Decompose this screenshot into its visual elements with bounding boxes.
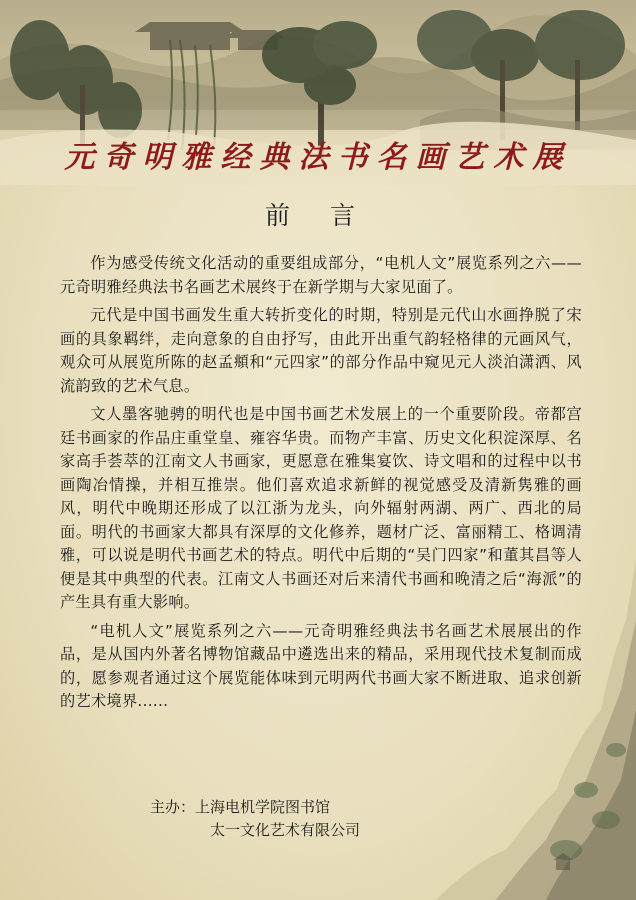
paragraph-yuan-dynasty: 元代是中国书画发生重大转折变化的时期，特别是元代山水画挣脱了宋画的具象羁绊，走向意象的自由抒写，由此开出重气韵轻格律的元画风气，观众可从展览所陈的赵孟頫和“元四家”的部分作品中窥见元人淡泊潇洒、风流韵致的艺术气息。 — [60, 306, 582, 395]
paragraph-intro: 作为感受传统文化活动的重要组成部分，“电机人文”展览系列之六——元奇明雅经典法书名画艺术展终于在新学期与大家见面了。 — [60, 254, 582, 296]
exhibition-title: 元奇明雅经典法书名画艺术展 — [64, 140, 572, 175]
preface-heading: 前 言 — [265, 201, 371, 230]
preface-body — [60, 252, 582, 719]
organizer-label: 主办： — [150, 798, 196, 816]
organizer-name: 太一文化艺术有限公司 — [210, 821, 361, 839]
organizers-block — [150, 796, 360, 842]
organizer-name: 上海电机学院图书馆 — [195, 798, 331, 816]
paragraph-exhibition-works: “电机人文”展览系列之六——元奇明雅经典法书名画艺术展展出的作品，是从国内外著名博物馆藏品中遴选出来的精品，采用现代技术复制而成的，愿参观者通过这个展览能体味到元明两代书画大家不断进取、追求创新的艺术境界...... — [60, 621, 582, 710]
organizer-row-2 — [150, 819, 360, 842]
organizer-row-1 — [150, 796, 360, 819]
paragraph-ming-dynasty: 文人墨客驰骋的明代也是中国书画艺术发展上的一个重要阶段。帝都宫廷书画家的作品庄重堂皇、雍容华贵。而物产丰富、历史文化积淀深厚、名家高手荟萃的江南文人书画家，更愿意在雅集宴饮、诗文唱和的过程中以书画陶冶情操，并相互推崇。他们喜欢追求新鲜的视觉感受及清新隽雅的画风，明代中晚期还形成了以江浙为龙头，向外辐射两湖、两广、西北的局面。明代的书画家大都具有深厚的文化修养，题材广泛、富丽精工、格调清雅，可以说是明代书画艺术的特点。明代中后期的“吴门四家”和董其昌等人便是其中典型的代表。江南文人书画还对后来清代书画和晚清之后“海派”的产生具有重大影响。 — [60, 405, 582, 611]
